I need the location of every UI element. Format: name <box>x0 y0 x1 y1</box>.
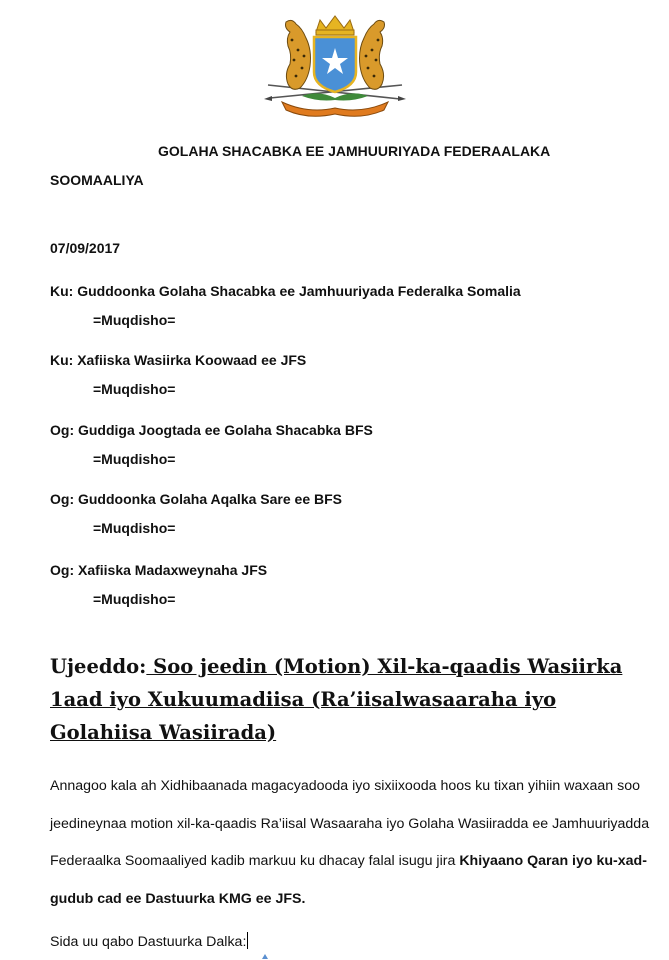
recipient-line: Og: Guddoonka Golaha Aqalka Sare ee BFS <box>50 491 342 507</box>
recipient-city: =Muqdisho= <box>93 591 176 607</box>
header-title-line1: GOLAHA SHACABKA EE JAMHUURIYADA FEDERAALAKA <box>158 143 551 159</box>
recipient-line: Ku: Xafiiska Wasiirka Koowaad ee JFS <box>50 352 307 368</box>
text-cursor <box>247 932 248 949</box>
document-date: 07/09/2017 <box>50 240 121 256</box>
subject-label: Ujeeddo: <box>50 655 147 678</box>
recipient-city: =Muqdisho= <box>93 520 176 536</box>
closing-text: Sida uu qabo Dastuurka Dalka: <box>50 934 247 950</box>
subject-heading <box>50 650 640 749</box>
header-title-line2: SOOMAALIYA <box>50 172 144 188</box>
recipient-city: =Muqdisho= <box>93 381 176 397</box>
closing-line[interactable] <box>50 932 248 950</box>
body-paragraph <box>50 768 650 918</box>
recipient-line: Og: Xafiiska Madaxweynaha JFS <box>50 562 268 578</box>
coat-of-arms-icon <box>262 10 408 122</box>
recipient-line: Ku: Guddoonka Golaha Shacabka ee Jamhuuriyada Federalka Somalia <box>50 283 521 299</box>
recipient-city: =Muqdisho= <box>93 312 176 328</box>
subject-text: Soo jeedin (Motion) Xil-ka-qaadis Wasiirka 1aad iyo Xukuumadiisa (Ra’iisalwasaaraha iyo Golahiisa Wasiirada) <box>50 655 623 744</box>
recipient-line: Og: Guddiga Joogtada ee Golaha Shacabka BFS <box>50 422 373 438</box>
body-text: Annagoo kala ah Xidhibaanada magacyadooda iyo sixiixooda hoos ku tixan yihiin waxaan soo jeedineynaa motion xil-ka-qaadis Ra’iisal Wasaaraha iyo Golaha Wasiiradda ee Jamhuuriyadda Federaalka Soomaaliyed kadib markuu ku dhacay falal isugu jira <box>50 778 650 869</box>
body-bold-text: Khiyaano Qaran iyo ku-xad-gudub cad ee Dastuurka KMG ee JFS. <box>50 853 647 907</box>
recipient-city: =Muqdisho= <box>93 451 176 467</box>
caret-marker-icon <box>262 954 268 959</box>
